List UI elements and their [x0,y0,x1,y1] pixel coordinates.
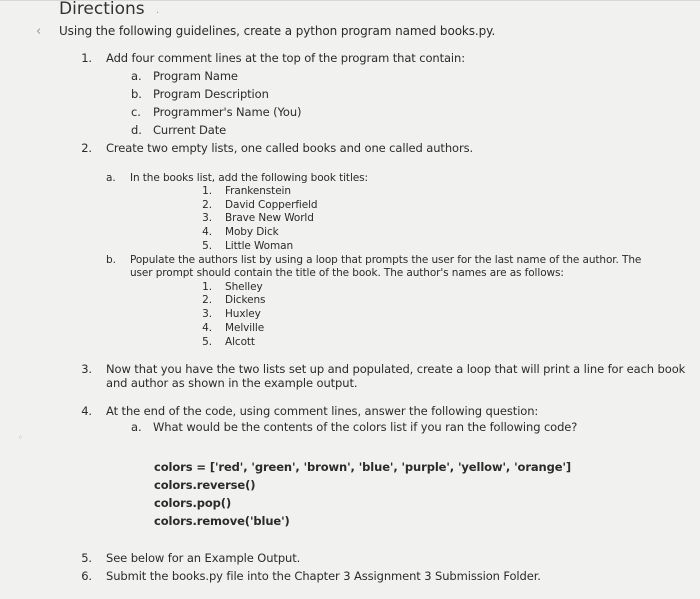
item-2-text: Create two empty lists, one called books and one called authors. [106,141,474,155]
item-1a-number: a. [131,69,142,83]
code-line-1: colors = ['red', 'green', 'brown', 'blue', 'purple', 'yellow', 'orange'] [154,460,572,474]
author-1-name: Shelley [225,281,263,293]
item-3-number: 3. [81,362,92,376]
book-5-number: 5. [202,240,212,252]
item-2b-text-line2: user prompt should contain the title of the book. The author's names are as follows: [130,267,564,279]
author-3-number: 3. [202,308,212,320]
code-line-4: colors.remove('blue') [154,514,290,528]
author-2-number: 2. [202,294,212,306]
book-4-title: Moby Dick [225,226,279,238]
item-1c-text: Programmer's Name (You) [153,105,302,119]
item-4a-text: What would be the contents of the colors list if you ran the following code? [153,420,578,434]
author-4-name: Melville [225,322,265,334]
item-1d-text: Current Date [153,123,227,137]
item-1-text: Add four comment lines at the top of the program that contain: [106,51,465,65]
book-1-number: 1. [202,185,212,197]
author-3-name: Huxley [225,308,261,320]
item-4a-number: a. [131,420,142,434]
item-5-number: 5. [81,551,92,565]
item-1a-text: Program Name [153,69,238,83]
item-2b-number: b. [106,254,116,266]
author-5-number: 5. [202,336,212,348]
book-3-title: Brave New World [225,212,314,224]
cursor-mark: ‹ [36,24,42,39]
item-6-number: 6. [81,569,92,583]
stray-mark: · [156,8,160,19]
item-1b-number: b. [131,87,142,101]
item-3-text-line2: and author as shown in the example output. [106,376,358,390]
item-1d-number: d. [131,123,142,137]
item-6-text: Submit the books.py file into the Chapter 3 Assignment 3 Submission Folder. [106,569,541,583]
book-5-title: Little Woman [225,240,294,252]
item-1c-number: c. [131,105,141,119]
author-4-number: 4. [202,322,212,334]
item-4-number: 4. [81,404,92,418]
book-1-title: Frankenstein [225,185,291,197]
book-4-number: 4. [202,226,212,238]
page-title: Directions [59,0,145,19]
item-2a-text: In the books list, add the following book titles: [130,172,368,184]
author-1-number: 1. [202,281,212,293]
item-2-number: 2. [81,141,92,155]
item-2b-text: Populate the authors list by using a loop that prompts the user for the last name of the author. The [130,254,642,266]
item-5-text: See below for an Example Output. [106,551,301,565]
stray-dot: ◦ [18,433,23,442]
item-1b-text: Program Description [153,87,269,101]
book-3-number: 3. [202,212,212,224]
book-2-number: 2. [202,199,212,211]
intro-text: Using the following guidelines, create a python program named books.py. [59,24,496,38]
item-2a-number: a. [106,172,116,184]
author-5-name: Alcott [225,336,255,348]
code-line-2: colors.reverse() [154,478,256,492]
book-2-title: David Copperfield [225,199,318,211]
author-2-name: Dickens [225,294,266,306]
item-1-number: 1. [81,51,92,65]
item-4-text: At the end of the code, using comment lines, answer the following question: [106,404,539,418]
code-line-3: colors.pop() [154,496,232,510]
item-3-text: Now that you have the two lists set up and populated, create a loop that will print a line for each book [106,362,686,376]
